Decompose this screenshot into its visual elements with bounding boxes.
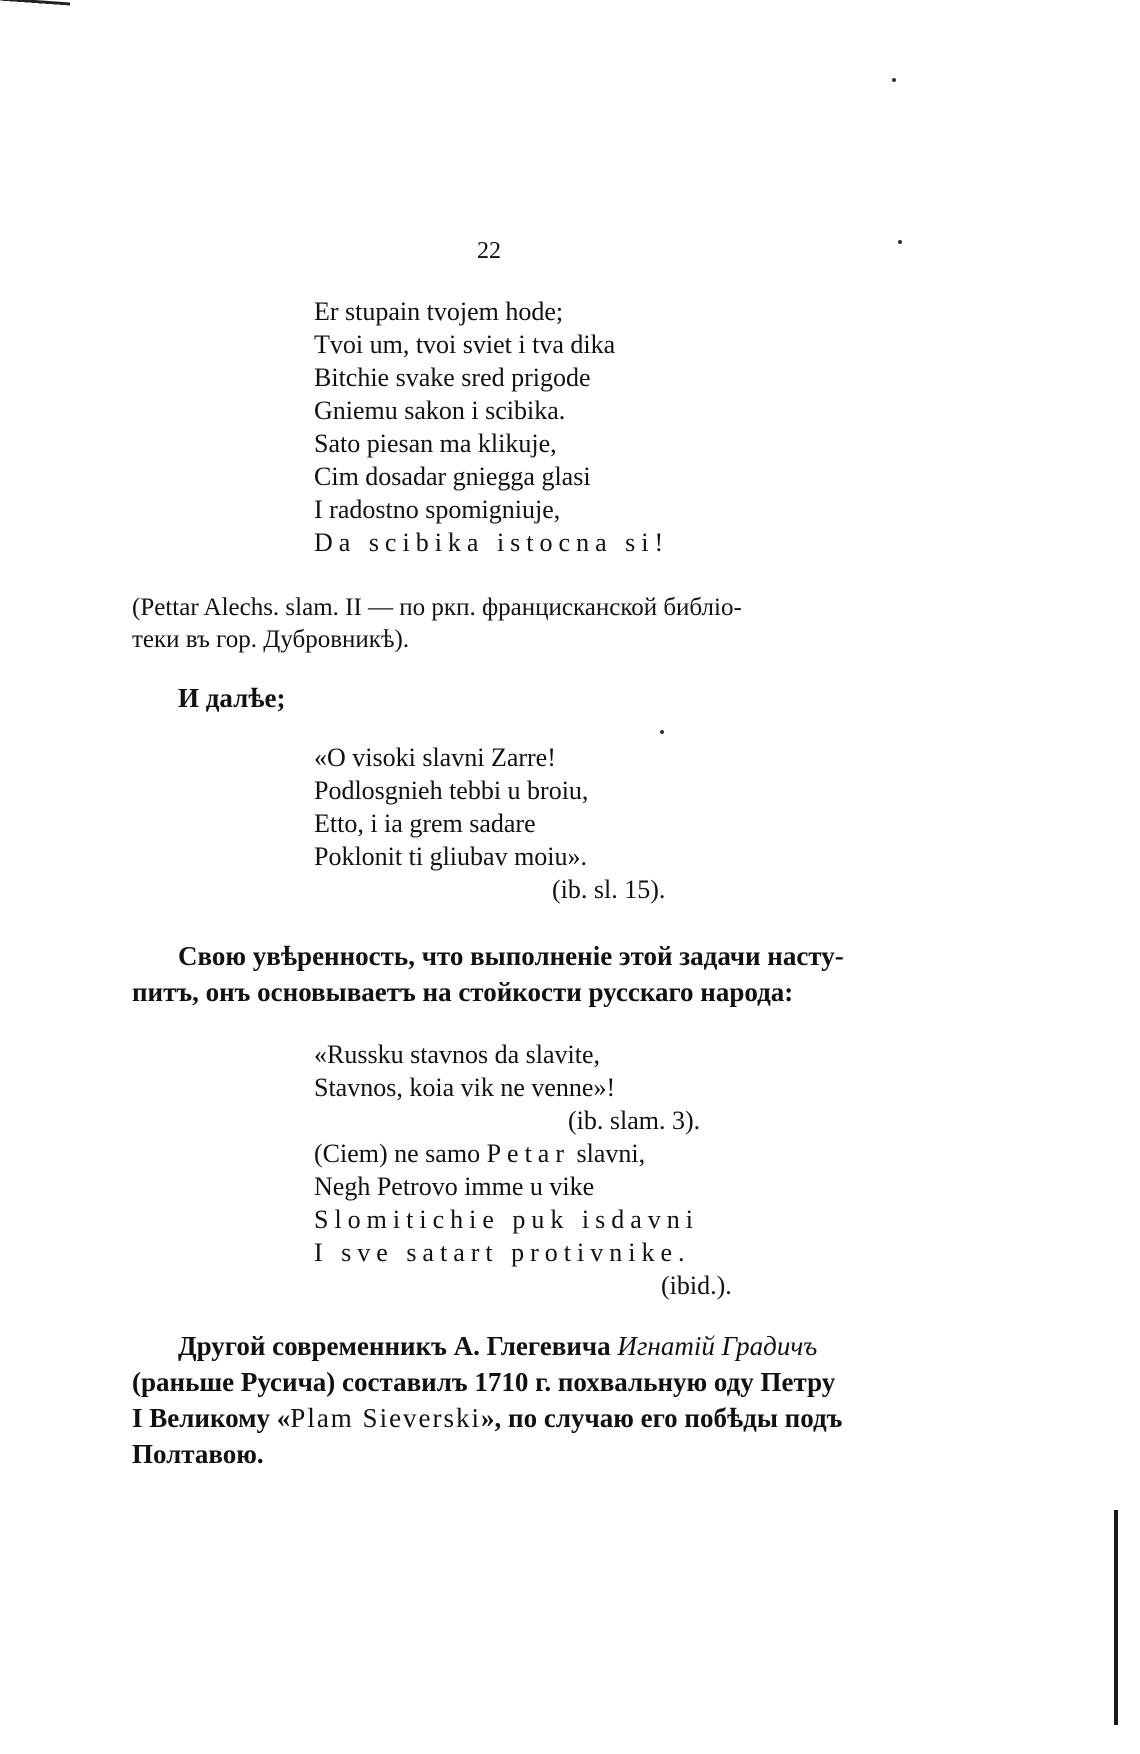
verse-line: Cim dosadar gniegga glasi xyxy=(314,462,591,491)
verse-fragment: (Ciem) ne samo xyxy=(314,1139,481,1168)
paragraph-text: », по случаю его побѣды подъ xyxy=(481,1403,843,1433)
scan-edge-rule xyxy=(1114,1510,1118,1725)
verse-line: Podlosgnieh tebbi u broiu, xyxy=(314,776,589,805)
stanza-4 xyxy=(314,1137,699,1269)
author-name: Игнатій Градичъ xyxy=(617,1331,818,1361)
verse-line: Negh Petrovo imme u vike xyxy=(314,1172,595,1201)
verse-line: Bitchie svake sred prigode xyxy=(314,363,591,392)
scan-corner-mark xyxy=(0,0,70,12)
verse-fragment-spaced: Petar xyxy=(486,1139,570,1168)
scan-speck xyxy=(892,78,896,82)
verse-line: Er stupain tvojem hode; xyxy=(314,297,564,326)
paragraph-1-line-2: питъ, онъ основываетъ на стойкости русскаго народа: xyxy=(132,977,794,1007)
source-note-line-1: (Pettar Alechs. slam. II — по ркп. францисканской библіо- xyxy=(132,594,742,621)
paragraph-text: I Великому « xyxy=(132,1403,291,1433)
verse-line-spaced: Da scibika istocna si! xyxy=(314,528,670,557)
verse-line: Etto, i ia grem sadare xyxy=(314,809,536,838)
work-title: Plam Sieverski xyxy=(290,1403,482,1433)
verse-line: Tvoi um, tvoi sviet i tva dika xyxy=(314,330,616,359)
paragraph-2-line-3 xyxy=(132,1400,842,1436)
verse-line-spaced: Slomitichie puk isdavni xyxy=(314,1205,699,1234)
verse-line xyxy=(314,1137,699,1170)
scan-speck xyxy=(660,730,664,734)
stanza-1 xyxy=(314,295,669,559)
verse-line: Sato piesan ma klikuje, xyxy=(314,429,557,458)
reference-2: (ib. slam. 3). xyxy=(568,1106,701,1135)
page-number: 22 xyxy=(477,238,501,264)
scan-speck xyxy=(898,240,902,244)
paragraph-text: Другой современникъ А. Глегевича xyxy=(178,1331,611,1361)
reference-3: (ibid.). xyxy=(661,1271,732,1300)
further-heading: И далѣе; xyxy=(178,683,286,713)
stanza-3 xyxy=(314,1038,615,1104)
stanza-2 xyxy=(314,741,588,873)
verse-line: Gniemu sakon i scibika. xyxy=(314,396,566,425)
verse-line: Stavnos, koia vik ne venne»! xyxy=(314,1073,616,1102)
source-note-line-2: теки въ гор. Дубровникѣ). xyxy=(132,626,410,653)
paragraph-2-line-2: (раньше Русича) составилъ 1710 г. похвальную оду Петру xyxy=(132,1367,836,1397)
verse-line: Poklonit ti gliubav moiu». xyxy=(314,842,588,871)
verse-line: I radostno spomigniuje, xyxy=(314,495,561,524)
verse-line-spaced: I sve satart protivnike. xyxy=(314,1238,691,1267)
verse-fragment: slavni, xyxy=(576,1139,646,1168)
paragraph-1-line-1: Свою увѣренность, что выполненіе этой задачи насту- xyxy=(178,941,844,971)
verse-line: «O visoki slavni Zarre! xyxy=(314,743,556,772)
paragraph-2-line-4: Полтавою. xyxy=(132,1439,264,1469)
reference-1: (ib. sl. 15). xyxy=(552,875,666,904)
paragraph-2-line-1 xyxy=(178,1328,817,1364)
verse-line: «Russku stavnos da slavite, xyxy=(314,1040,600,1069)
